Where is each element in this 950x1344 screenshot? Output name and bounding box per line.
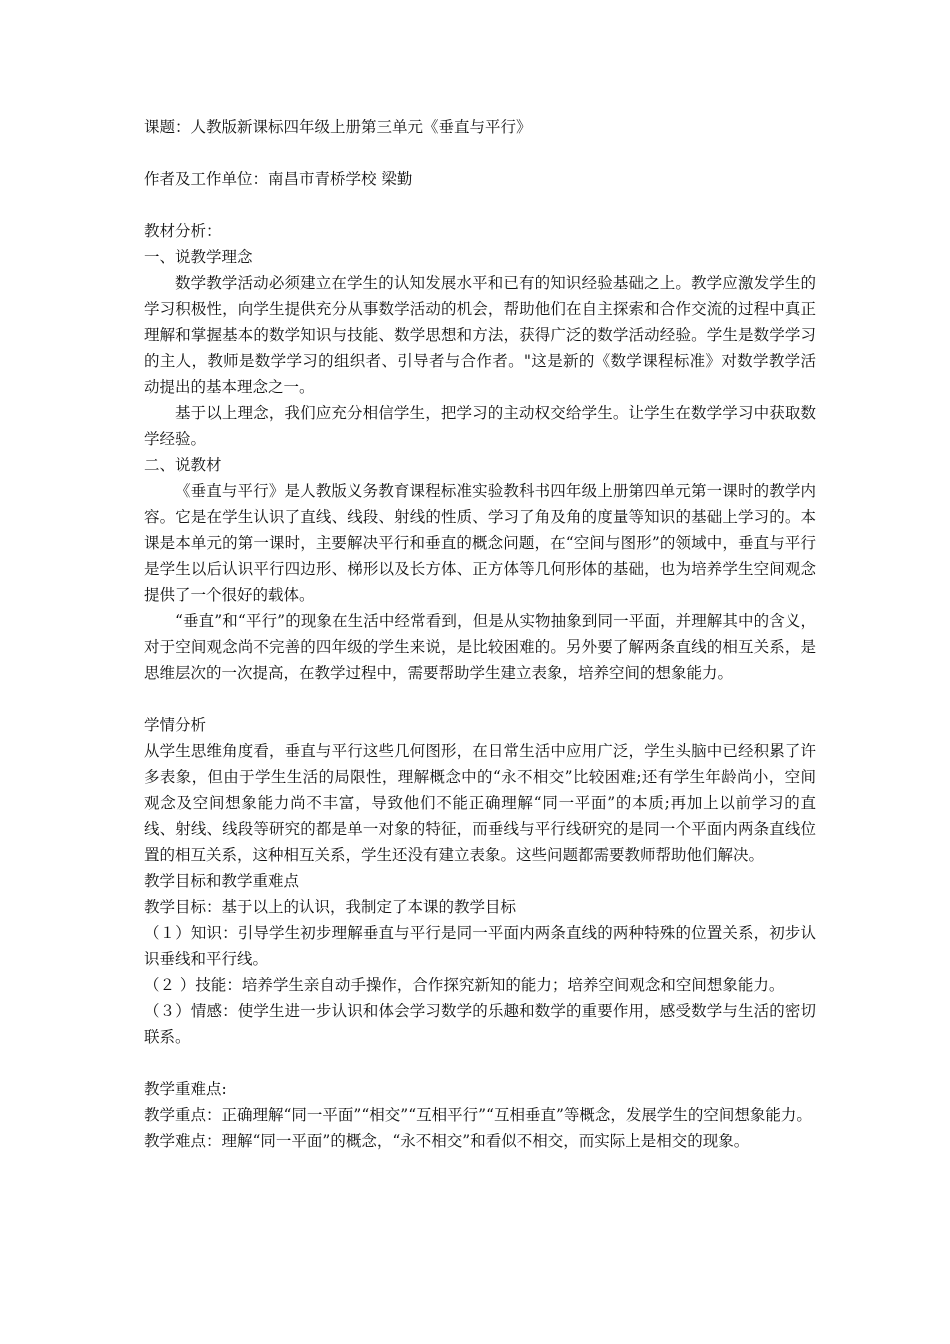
paragraph-concept-2: 基于以上理念，我们应充分相信学生，把学习的主动权交给学生。让学生在数学学习中获取数学经验。 [144, 404, 816, 448]
author-info: 作者及工作单位：南昌市青桥学校 梁勤 [144, 170, 413, 188]
paragraph-students: 从学生思维角度看，垂直与平行这些几何图形，在日常生活中应用广泛，学生头脑中已经积累了许多表象，但由于学生生活的局限性，理解概念中的“永不相交”比较困难;还有学生年龄尚小，空间观念及空间想象能力尚不丰富，导致他们不能正确理解“同一平面”的本质;再加上以前学习的直线、射线、线段等研究的都是单一对象的特征，而垂线与平行线研究的是同一个平面内两条直线位置的相互关系，这种相互关系，学生还没有建立表象。这些问题都需要教师帮助他们解决。 [144, 742, 816, 864]
subheading-textbook: 二、说教材 [144, 456, 222, 474]
key-point: 教学重点：正确理解“同一平面”“相交”“互相平行”“互相垂直”等概念，发展学生的空间想象能力。 [144, 1106, 812, 1124]
goal-knowledge: （１）知识：引导学生初步理解垂直与平行是同一平面内两条直线的两种特殊的位置关系，初步认识垂线和平行线。 [144, 924, 816, 968]
subheading-teaching-concept: 一、说教学理念 [144, 248, 253, 266]
goal-skills: （２ ）技能：培养学生亲自动手操作，合作探究新知的能力；培养空间观念和空间想象能力。 [144, 976, 785, 994]
spacer [144, 1050, 816, 1076]
goal-emotion: （３）情感：使学生进一步认识和体会学习数学的乐趣和数学的重要作用，感受数学与生活的密切联系。 [144, 1002, 816, 1046]
spacer [144, 140, 816, 166]
section-heading-students: 学情分析 [144, 716, 207, 734]
lesson-title: 课题：人教版新课标四年级上册第三单元《垂直与平行》 [144, 118, 532, 136]
paragraph-textbook-2: “垂直”和“平行”的现象在生活中经常看到，但是从实物抽象到同一平面，并理解其中的含义，对于空间观念尚不完善的四年级的学生来说，是比较困难的。另外要了解两条直线的相互关系，是思维层次的一次提高，在教学过程中，需要帮助学生建立表象，培养空间的想象能力。 [144, 612, 816, 682]
section-heading-goals: 教学目标和教学重难点 [144, 872, 300, 890]
paragraph-concept-1: 数学教学活动必须建立在学生的认知发展水平和已有的知识经验基础之上。教学应激发学生的学习积极性，向学生提供充分从事数学活动的机会，帮助他们在自主探索和合作交流的过程中真正理解和掌握基本的数学知识与技能、数学思想和方法，获得广泛的数学活动经验。学生是数学学习的主人，教师是数学学习的组织者、引导者与合作者。"这是新的《数学课程标准》对数学教学活动提出的基本理念之一。 [144, 274, 816, 396]
paragraph-textbook-1: 《垂直与平行》是人教版义务教育课程标准实验教科书四年级上册第四单元第一课时的教学内容。它是在学生认识了直线、线段、射线的性质、学习了角及角的度量等知识的基础上学习的。本课是本单元的第一课时，主要解决平行和垂直的概念问题，在“空间与图形”的领域中，垂直与平行是学生以后认识平行四边形、梯形以及长方体、正方体等几何形体的基础，也为培养学生空间观念提供了一个很好的载体。 [144, 482, 816, 604]
spacer [144, 686, 816, 712]
goals-intro: 教学目标：基于以上的认识，我制定了本课的教学目标 [144, 898, 517, 916]
section-heading-keypoints: 教学重难点: [144, 1080, 227, 1098]
difficult-point: 教学难点：理解“同一平面”的概念，“永不相交”和看似不相交，而实际上是相交的现象。 [144, 1132, 750, 1150]
document-body [144, 114, 816, 1154]
spacer [144, 192, 816, 218]
section-heading-material: 教材分析： [144, 222, 222, 240]
